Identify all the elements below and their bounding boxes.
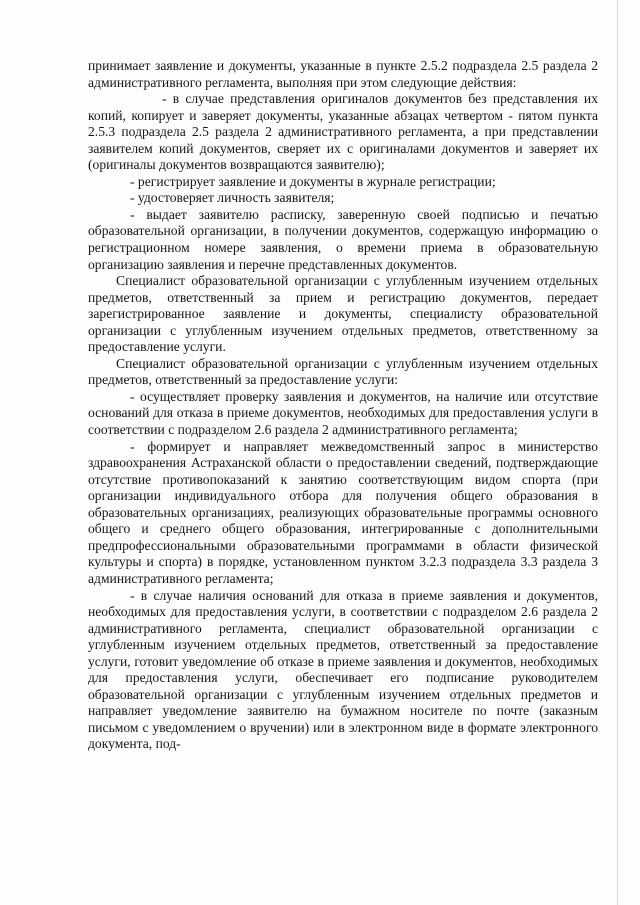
paragraph-copy-documents: - в случае представления оригиналов документов без представления их копий, копирует и заверяет документы, указанные абзацах четвертом - пятом пункта 2.5.3 подраздела 2.5 раздела 2 административного регламента, а при представлении заявителем копий документов, сверяет их с оригиналами документов и заверяет их (оригиналы документов возвращаются заявителю);	[88, 91, 598, 173]
paragraph-issue-receipt: - выдает заявителю расписку, заверенную своей подписью и печатью образовательной организации, в получении документов, содержащую информацию о регистрационном номере заявления, о времени приема в образовательную организацию заявления и перечне представленных документов.	[88, 206, 598, 272]
paragraph-transfer-to-specialist: Специалист образовательной организации с углубленным изучением отдельных предметов, ответственный за прием и регистрацию документов, передает зарегистрированное заявление и документы, специалисту образовательной организации с углубленным изучением отдельных предметов, ответственному за предоставление услуги.	[88, 273, 598, 355]
paragraph-interagency-request: - формирует и направляет межведомственный запрос в министерство здравоохранения Астраханской области о предоставлении сведений, подтверждающие отсутствие противопоказаний к занятию соответствующим видом спорта (при организации индивидуального отбора для получения общего образования в образовательных организациях, реализующих образовательные программы основного общего и среднего общего образования, интегрированные с дополнительными предпрофессиональными образовательными программами в области физической культуры и спорта) в порядке, установленном пунктом 3.2.3 подраздела 3.3 раздела 3 административного регламента;	[88, 438, 598, 586]
paragraph-register: - регистрирует заявление и документы в журнале регистрации;	[130, 173, 496, 189]
paragraph-continuation: принимает заявление и документы, указанные в пункте 2.5.2 подраздела 2.5 раздела 2 административного регламента, выполняя при этом следующие действия:	[88, 58, 598, 90]
document-body	[88, 58, 598, 753]
paragraph-refusal-notice: - в случае наличия оснований для отказа в приеме заявления и документов, необходимых для предоставления услуги, в соответствии с подразделом 2.6 раздела 2 административного регламента, специалист образовательной организации с углубленным изучением отдельных предметов, ответственный за предоставление услуги, готовит уведомление об отказе в приеме заявления и документов, необходимых для предоставления услуги, обеспечивает его подписание руководителем образовательной организации с углубленным изучением отдельных предметов и направляет уведомление заявителю на бумажном носителе по почте (заказным письмом с уведомлением о вручении) или в электронном виде в формате электронного документа, под-	[88, 587, 598, 752]
paragraph-check-documents: - осуществляет проверку заявления и документов, на наличие или отсутствие оснований для отказа в приеме документов, необходимых для предоставления услуги в соответствии с подразделом 2.6 раздела 2 административного регламента;	[88, 388, 598, 438]
paragraph-specialist-responsible: Специалист образовательной организации с углубленным изучением отдельных предметов, ответственный за предоставление услуги:	[88, 355, 598, 388]
scan-edge-line	[617, 0, 618, 905]
paragraph-verify-identity: - удостоверяет личность заявителя;	[130, 190, 335, 206]
